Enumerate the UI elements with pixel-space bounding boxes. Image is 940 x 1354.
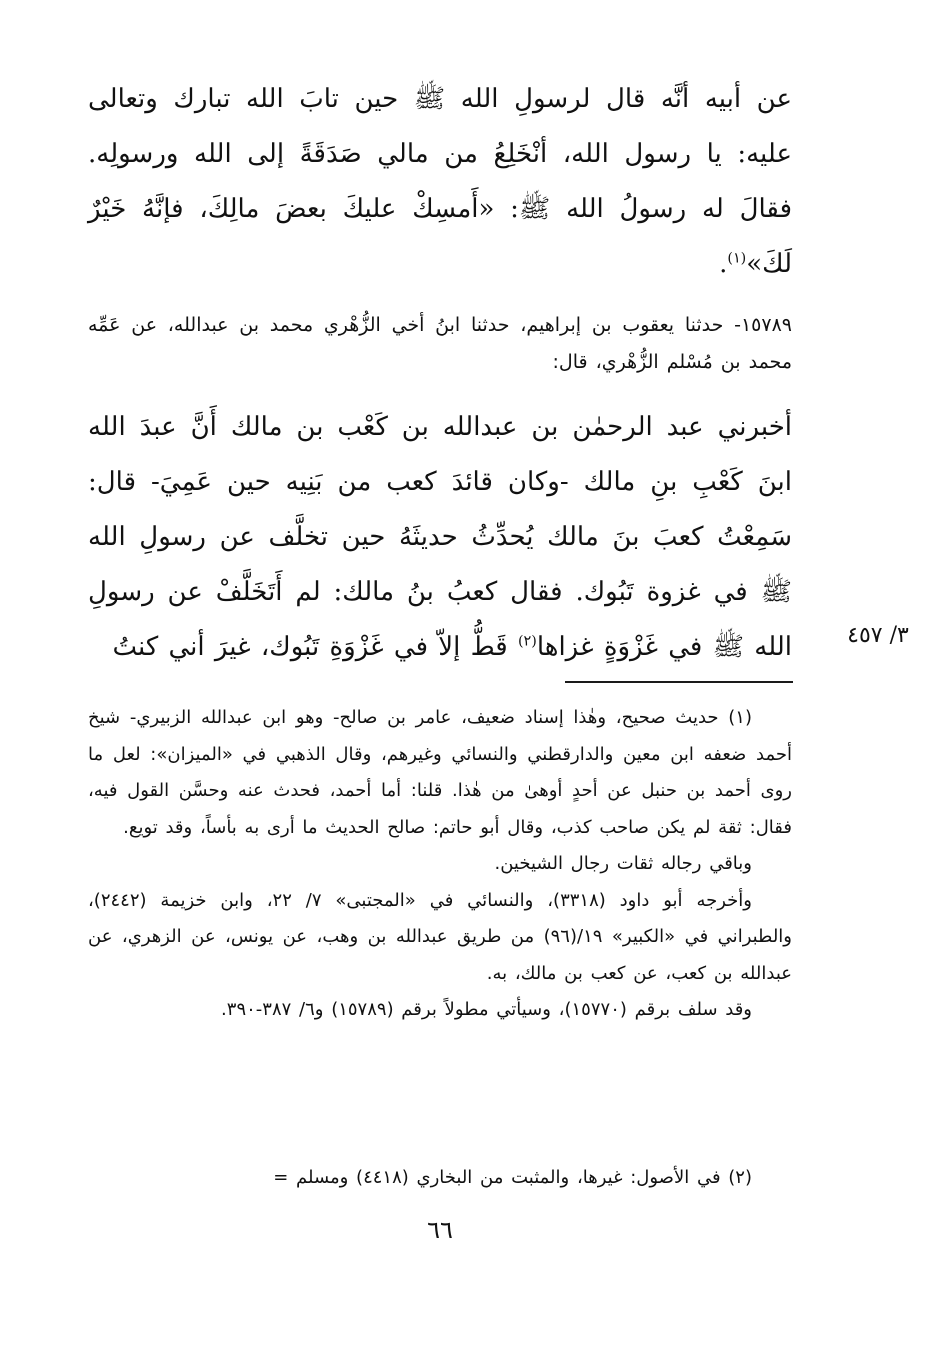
footnote-1-cross-reference: وقد سلف برقم (١٥٧٧٠)، وسيأتي مطولاً برقم (١٥٧٨٩) و٦/ ٣٨٧-٣٩٠.	[221, 999, 752, 1020]
footnotes-section	[88, 700, 792, 1029]
footnote-1-takhrij: وأخرجه أبو داود (٣٣١٨)، والنسائي في «المجتبى» ٧/ ٢٢، وابن خزيمة (٢٤٤٢)، والطبراني في «الكبير» ١٩/(٩٦) من طريق عبدالله بن وهب، عن يونس، عن الزهري، عن عبدالله بن كعب، عن كعب بن مالك، به.	[88, 889, 792, 984]
main-text-paragraph	[88, 400, 792, 675]
footnote-divider	[565, 681, 793, 683]
footnote-1: (١) حديث صحيح، وهٰذا إسناد ضعيف، عامر بن صالح- وهو ابن عبدالله الزبيري- شيخ أحمد ضعفه ابن معين والدارقطني والنسائي وغيرهم، وقال الذهبي في «الميزان»: لعل ما روى أحمد بن حنبل عن أحدٍ أوهىٰ من هٰذا. قلنا: أما أحمد، فحدث عنه وحسَّن القول فيه، فقال: ثقة لم يكن صاحب كذب، وقال أبو حاتم: صالح الحديث ما أرى به بأساً، وقد تويع.	[88, 707, 792, 838]
margin-volume-page-reference: ٣/ ٤٥٧	[847, 623, 909, 648]
paragraph-text: عن أبيه أنَّه قال لرسولِ الله ﷺ حين تابَ الله تبارك وتعالى عليه: يا رسول الله، أنْخَلِعُ من مالي صَدَقَةً إلى الله ورسولِه. فقالَ له رسولُ الله ﷺ: «أَمسِكْ عليكَ بعضَ مالِكَ، فإنَّهُ خَيْرٌ لَكَ»	[88, 84, 792, 279]
paragraph-continuation: قَطُّ إلاّ في غَزْوَةِ تَبُوك، غيرَ أني كنتُ	[112, 632, 518, 662]
hadith-chain-header: ١٥٧٨٩- حدثنا يعقوب بن إبراهيم، حدثنا ابنُ أخي الزُّهْري محمد بن عبدالله، عن عَمِّه محمد بن مُسْلم الزُّهْري، قال:	[88, 314, 792, 373]
footnotes-section-end	[88, 1160, 792, 1197]
footnote-1-rijal: وباقي رجاله ثقات رجال الشيخين.	[494, 853, 752, 874]
paragraph-end: .	[719, 249, 728, 279]
footnote-reference: (١)	[727, 250, 747, 267]
footnote-reference: (٢)	[517, 633, 537, 650]
footnote-2: (٢) في الأصول: غيرها، والمثبت من البخاري (٤٤١٨) ومسلم =	[273, 1167, 752, 1188]
main-text-paragraph	[88, 72, 792, 292]
page-number: ٦٦	[427, 1216, 453, 1244]
paragraph-text: أخبرني عبد الرحمٰن بن عبدالله بن كَعْب بن مالك أَنَّ عبدَ الله ابنَ كَعْبِ بنِ مالك -وكان قائدَ كعب من بَنِيه حين عَمِيَ- قال: سَمِعْتُ كعبَ بنَ مالك يُحدِّثُ حديثَهُ حين تخلَّف عن رسولِ الله ﷺ في غزوة تَبُوك. فقال كعبُ بنُ مالك: لم أَتَخَلَّفْ عن رسولِ الله ﷺ في غَزْوَةٍ غزاها	[88, 412, 792, 662]
